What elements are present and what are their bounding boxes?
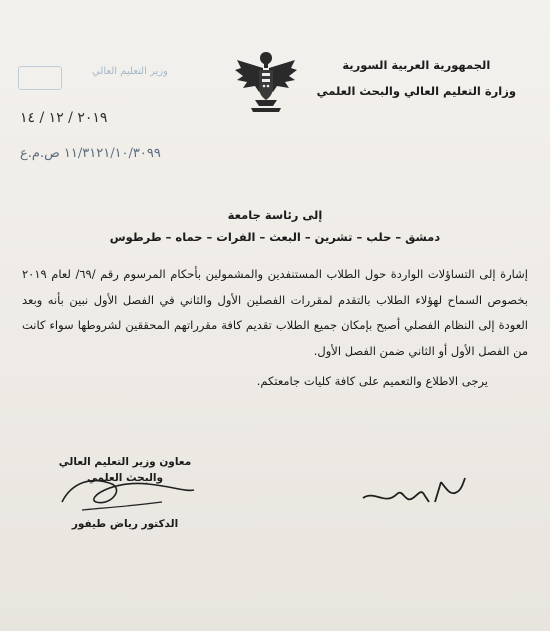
syrian-eagle-emblem-icon bbox=[233, 46, 299, 116]
addressee-universities: دمشق – حلب – تشرين – البعث – الفرات – حماه – طرطوس bbox=[109, 230, 441, 244]
handwritten-date: ٢٠١٩ / ١٢ / ١٤ bbox=[20, 110, 108, 126]
signatory-title-cont: والبحث العلمي bbox=[86, 472, 164, 484]
letter-body bbox=[22, 262, 528, 364]
signatory-name: الدكتور رياض طيفور bbox=[71, 518, 179, 530]
ministry-stamp bbox=[18, 66, 168, 90]
country-name: الجمهورية العربية السورية bbox=[342, 58, 491, 72]
stamp-seal-icon bbox=[18, 66, 62, 90]
signatory-title: معاون وزير التعليم العالي bbox=[58, 456, 192, 468]
handwritten-reference-number: ١١/٣١٢١/١٠/٣٠٩٩ ص.م.ع bbox=[20, 146, 161, 161]
minister-signature-icon bbox=[355, 468, 475, 518]
signature-icon bbox=[52, 462, 202, 522]
closing-line: يرجى الاطلاع والتعميم على كافة كليات جامعتكم. bbox=[256, 374, 488, 388]
addressee-to: إلى رئاسة جامعة bbox=[227, 208, 323, 222]
stamp-text: وزير التعليم العالي bbox=[91, 66, 168, 77]
letterhead bbox=[317, 52, 516, 104]
body-paragraph: إشارة إلى التساؤلات الواردة حول الطلاب المستنفدين والمشمولين بأحكام المرسوم رقم /٦٩/ لعام ٢٠١٩ بخصوص السماح لهؤلاء الطلاب بالتقدم لمقررات الفصلين الأول والثاني في الفصل الأول نبين بأنه وبعد العودة إلى النظام الفصلي أصبح بإمكان جميع الطلاب تقديم كافة مقرراتهم المحققين لشروطها سواء كانت من الفصل الأول أو الثاني ضمن الفصل الأول. bbox=[22, 267, 528, 358]
ministry-name: وزارة التعليم العالي والبحث العلمي bbox=[316, 84, 516, 98]
